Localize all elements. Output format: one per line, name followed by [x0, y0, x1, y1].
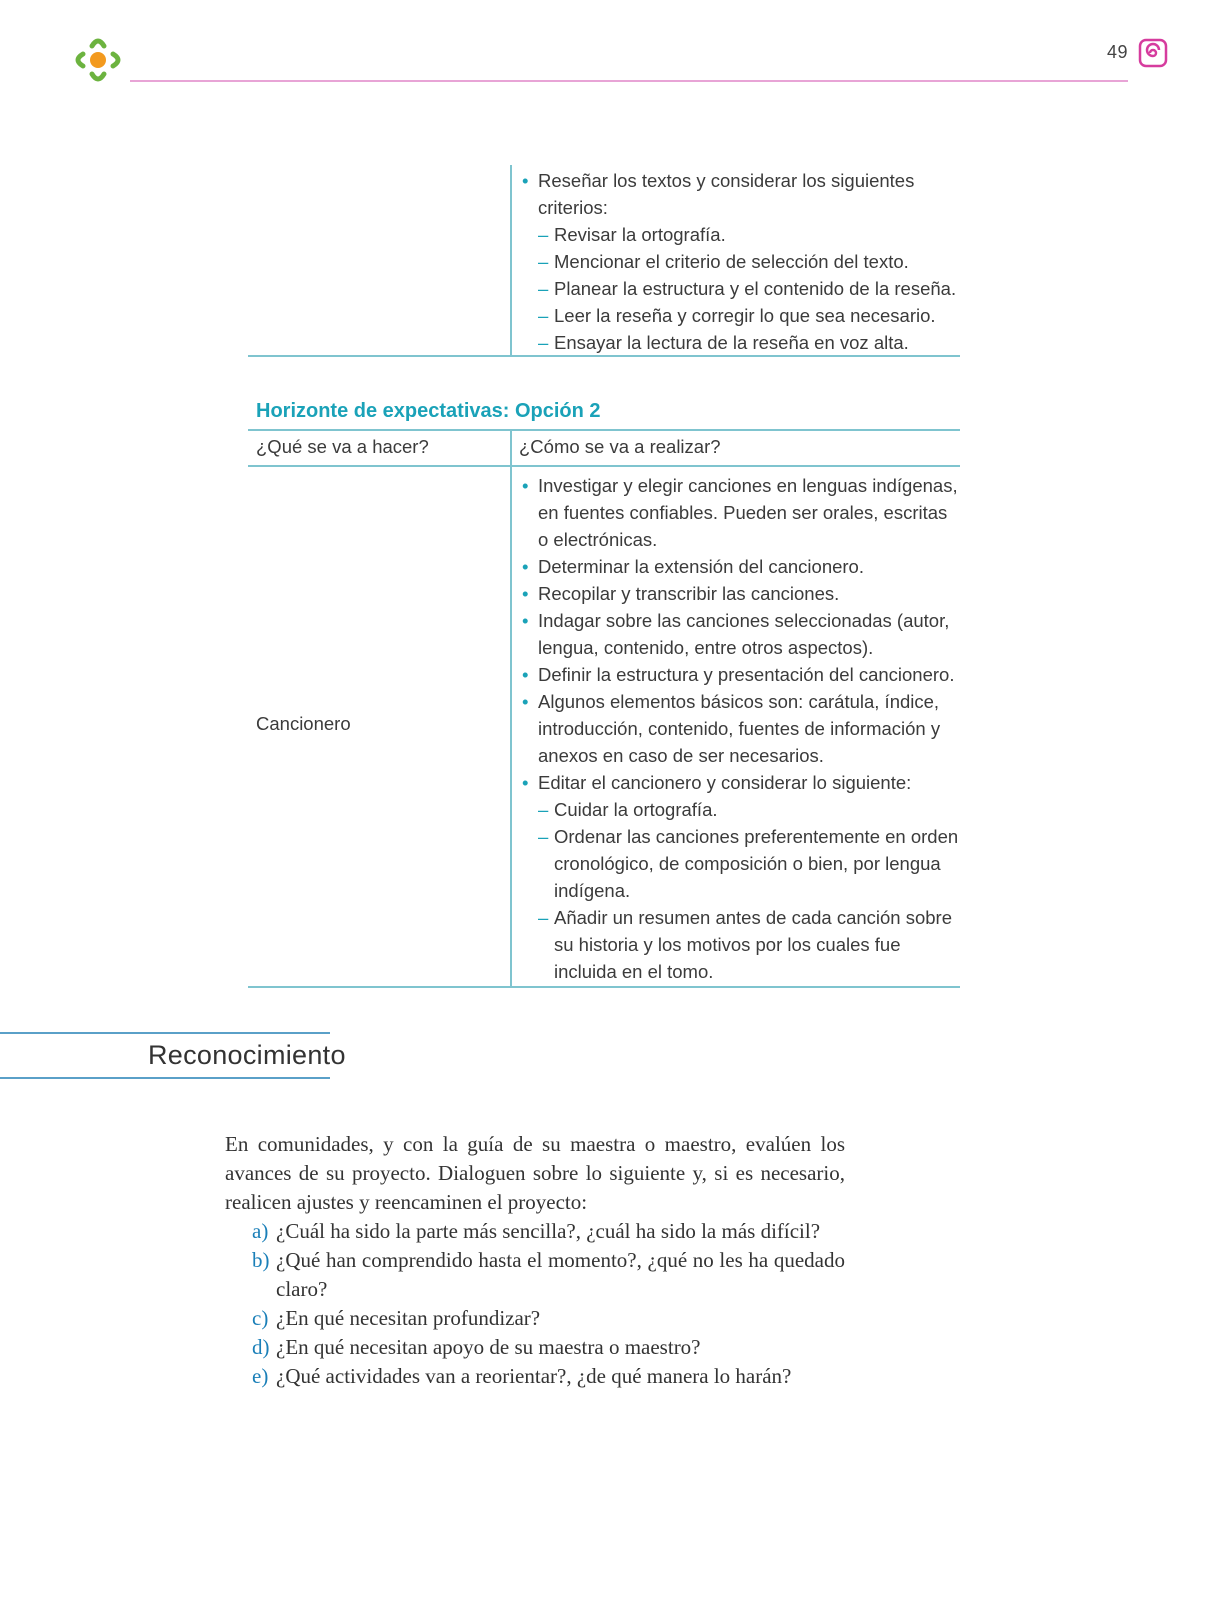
spiral-ornament-icon: [1138, 38, 1168, 68]
column-header-how: ¿Cómo se va a realizar?: [519, 436, 721, 457]
table-rule: [248, 429, 960, 431]
sub-list-item: – Revisar la ortografía.: [538, 224, 726, 245]
question-item: b) ¿Qué han comprendido hasta el momento?, ¿qué no les ha quedado claro?: [252, 1248, 845, 1301]
list-item: • Algunos elementos básicos son: carátula, índice, introducción, contenido, fuentes de información y anexos en caso de ser necesarios.: [522, 688, 960, 769]
list-item: • Recopilar y transcribir las canciones.: [522, 580, 960, 607]
sub-list-item: – Planear la estructura y el contenido de la reseña.: [538, 278, 957, 299]
sub-list-item: – Leer la reseña y corregir lo que sea necesario.: [538, 305, 936, 326]
list-item: • Investigar y elegir canciones en lenguas indígenas, en fuentes confiables. Pueden ser orales, escritas o electrónicas.: [522, 472, 960, 553]
column-header-what: ¿Qué se va a hacer?: [256, 436, 429, 457]
list-item: • Editar el cancionero y considerar lo siguiente:: [522, 769, 960, 796]
table-rule: [248, 986, 960, 988]
criteria-table: [248, 165, 960, 355]
header-divider: [130, 80, 1128, 82]
section-rule-top: [0, 1032, 330, 1034]
list-item: • Indagar sobre las canciones seleccionadas (autor, lengua, contenido, entre otros aspectos).: [522, 607, 960, 661]
list-item: • Determinar la extensión del cancionero.: [522, 553, 960, 580]
list-item: • Definir la estructura y presentación del cancionero.: [522, 661, 960, 688]
column-divider: [510, 430, 512, 466]
sub-list-item: – Mencionar el criterio de selección del texto.: [538, 251, 909, 272]
flower-logo-icon: [70, 32, 126, 88]
procedure-cell: [510, 466, 960, 986]
sub-list-item: – Ensayar la lectura de la reseña en voz alta.: [538, 332, 909, 353]
question-item: e) ¿Qué actividades van a reorientar?, ¿de qué manera lo harán?: [252, 1364, 792, 1388]
question-item: c) ¿En qué necesitan profundizar?: [252, 1306, 541, 1330]
sub-list-item: – Cuidar la ortografía.: [538, 799, 718, 820]
sub-list-item: – Añadir un resumen antes de cada canción sobre su historia y los motivos por los cuales fue incluida en el tomo.: [538, 907, 953, 982]
table-rule: [248, 355, 960, 357]
table-title: Horizonte de expectativas: Opción 2: [256, 400, 601, 422]
criteria-cell: [510, 165, 960, 355]
section-rule-bottom: [0, 1077, 330, 1079]
question-list: [252, 1217, 845, 1391]
section-title: Reconocimiento: [148, 1040, 346, 1070]
list-item: • Reseñar los textos y considerar los siguientes criterios:: [522, 167, 960, 221]
question-item: d) ¿En qué necesitan apoyo de su maestra o maestro?: [252, 1335, 701, 1359]
section-paragraph: En comunidades, y con la guía de su maestra o maestro, evalúen los avances de su proyecto. Dialoguen sobre lo siguiente y, si es necesario, realicen ajustes y reencaminen el proyecto:: [225, 1132, 845, 1214]
question-item: a) ¿Cuál ha sido la parte más sencilla?, ¿cuál ha sido la más difícil?: [252, 1219, 821, 1243]
activity-cell: Cancionero: [256, 713, 351, 734]
sub-list-item: – Ordenar las canciones preferentemente en orden cronológico, de composición o bien, por lengua indígena.: [538, 826, 959, 901]
expectations-table: [248, 466, 960, 986]
page-number: 49: [1107, 42, 1129, 62]
